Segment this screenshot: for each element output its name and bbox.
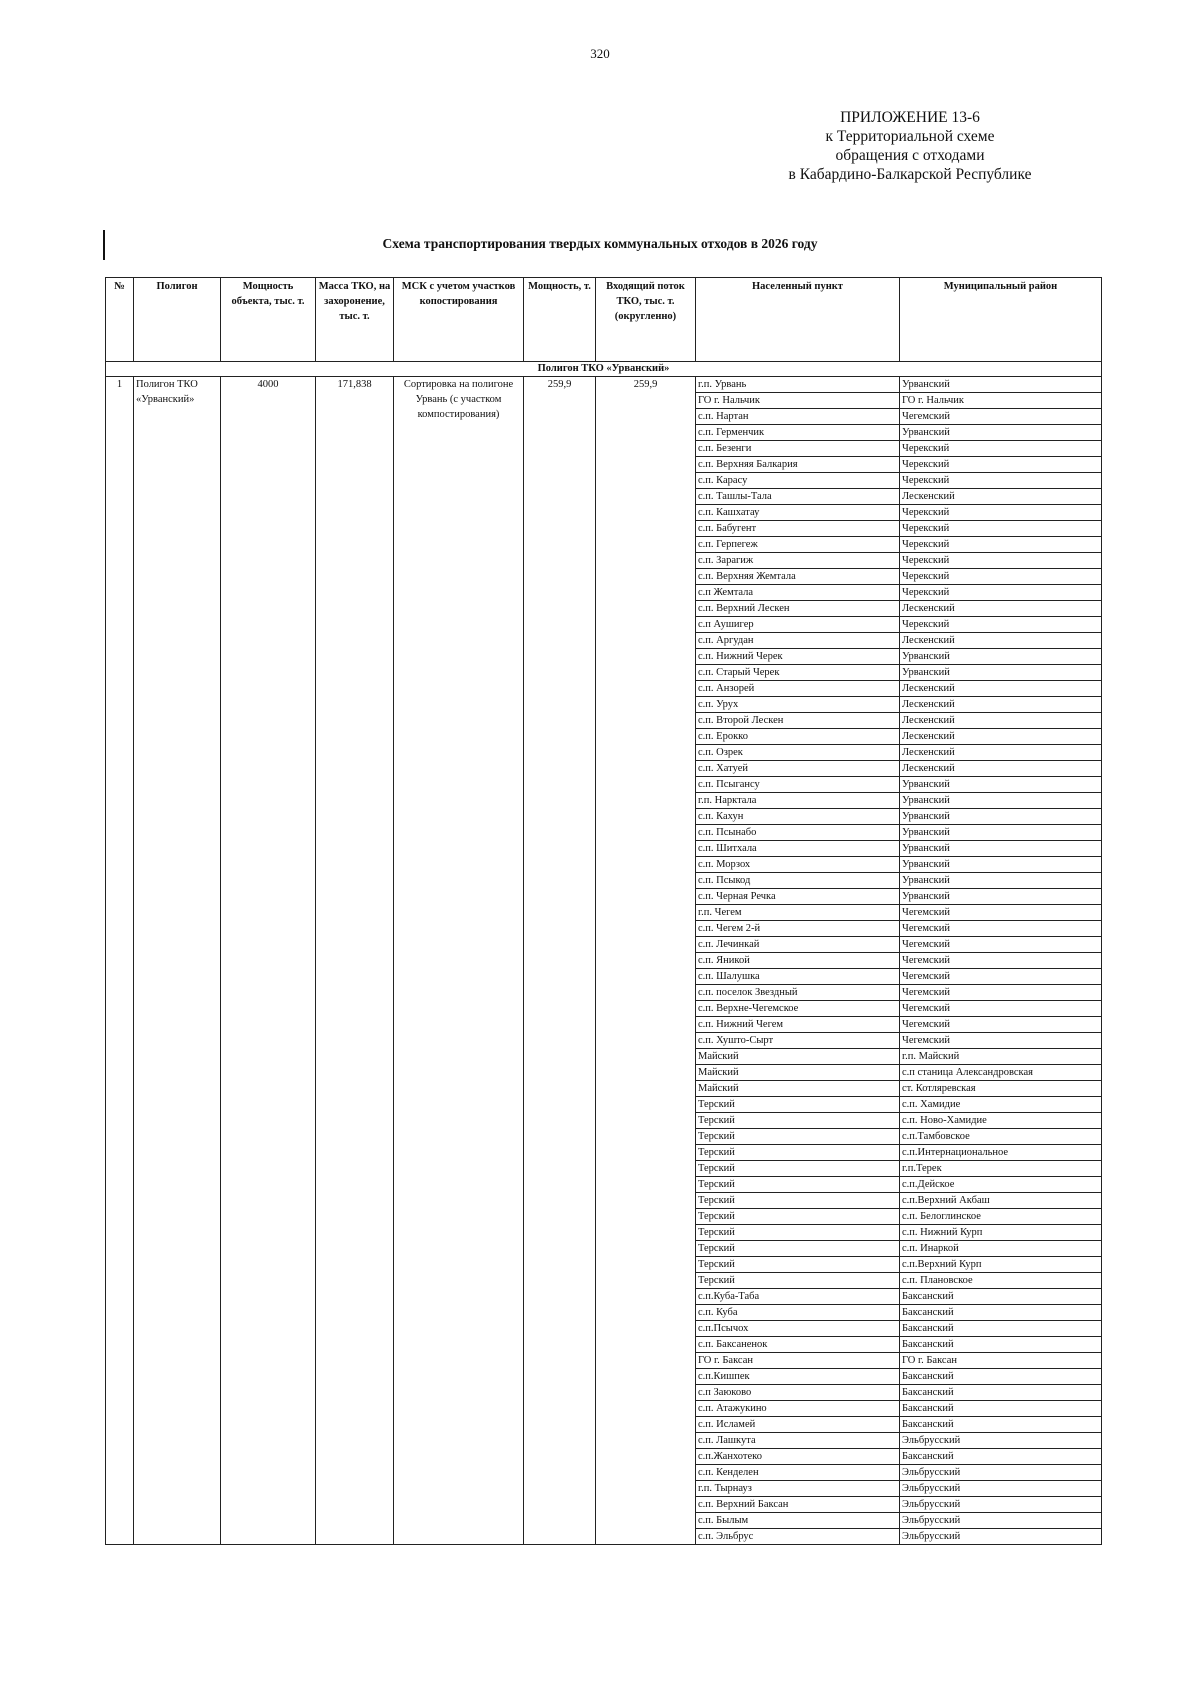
facility-name: Полигон ТКО «Урванский»	[134, 377, 221, 1545]
settlement-cell: с.п. Кашхатау	[696, 505, 900, 521]
settlement-cell: с.п. Второй Лескен	[696, 713, 900, 729]
district-cell: Черекский	[900, 473, 1102, 489]
settlement-cell: Майский	[696, 1049, 900, 1065]
district-cell: Чегемский	[900, 953, 1102, 969]
district-cell: Эльбрусский	[900, 1433, 1102, 1449]
col-mass: Масса ТКО, на захоронение, тыс. т.	[316, 278, 394, 362]
col-num: №	[106, 278, 134, 362]
district-cell: с.п. Нижний Курп	[900, 1225, 1102, 1241]
district-cell: Чегемский	[900, 1001, 1102, 1017]
settlement-cell: с.п. Шалушка	[696, 969, 900, 985]
district-cell: с.п. Инаркой	[900, 1241, 1102, 1257]
district-cell: Баксанский	[900, 1449, 1102, 1465]
district-cell: Урванский	[900, 377, 1102, 393]
district-cell: с.п. Белоглинское	[900, 1209, 1102, 1225]
table-header-row	[106, 278, 1102, 362]
settlement-cell: с.п. Верхний Лескен	[696, 601, 900, 617]
settlement-cell: Терский	[696, 1241, 900, 1257]
settlement-cell: с.п. Аргудан	[696, 633, 900, 649]
appendix-header	[740, 108, 1080, 184]
district-cell: Лескенский	[900, 633, 1102, 649]
district-cell: с.п.Интернациональное	[900, 1145, 1102, 1161]
col-district: Муниципальный район	[900, 278, 1102, 362]
district-cell: Лескенский	[900, 761, 1102, 777]
district-cell: Чегемский	[900, 985, 1102, 1001]
appendix-line-2: к Территориальной схеме	[825, 128, 995, 145]
settlement-cell: с.п. Хушто-Сырт	[696, 1033, 900, 1049]
district-cell: Урванский	[900, 825, 1102, 841]
settlement-cell: г.п. Урвань	[696, 377, 900, 393]
district-cell: Баксанский	[900, 1369, 1102, 1385]
settlement-cell: с.п. Черная Речка	[696, 889, 900, 905]
district-cell: с.п.Тамбовское	[900, 1129, 1102, 1145]
settlement-cell: с.п. Нижний Черек	[696, 649, 900, 665]
district-cell: Лескенский	[900, 713, 1102, 729]
settlement-cell: с.п. Исламей	[696, 1417, 900, 1433]
district-cell: Черекский	[900, 569, 1102, 585]
settlement-cell: Терский	[696, 1209, 900, 1225]
settlement-cell: с.п. Верхняя Балкария	[696, 457, 900, 473]
district-cell: Чегемский	[900, 937, 1102, 953]
district-cell: Урванский	[900, 841, 1102, 857]
district-cell: Урванский	[900, 889, 1102, 905]
settlement-cell: Терский	[696, 1161, 900, 1177]
settlement-cell: с.п. Баксаненок	[696, 1337, 900, 1353]
district-cell: Лескенский	[900, 489, 1102, 505]
settlement-cell: с.п Заюково	[696, 1385, 900, 1401]
district-cell: с.п станица Александровская	[900, 1065, 1102, 1081]
settlement-cell: с.п. Нижний Чегем	[696, 1017, 900, 1033]
district-cell: Баксанский	[900, 1385, 1102, 1401]
district-cell: Урванский	[900, 425, 1102, 441]
appendix-line-4: в Кабардино-Балкарской Республике	[788, 166, 1032, 183]
district-cell: Эльбрусский	[900, 1481, 1102, 1497]
settlement-cell: с.п. Нартан	[696, 409, 900, 425]
facility-msk: Сортировка на полигоне Урвань (с участком компостирования)	[394, 377, 524, 1545]
district-cell: Черекский	[900, 553, 1102, 569]
settlement-cell: с.п. Кахун	[696, 809, 900, 825]
settlement-cell: Терский	[696, 1225, 900, 1241]
district-cell: Лескенский	[900, 745, 1102, 761]
district-cell: с.п. Ново-Хамидие	[900, 1113, 1102, 1129]
facility-power: 259,9	[524, 377, 596, 1545]
settlement-cell: Терский	[696, 1177, 900, 1193]
facility-incoming: 259,9	[596, 377, 696, 1545]
settlement-cell: с.п. Безенги	[696, 441, 900, 457]
settlement-cell: с.п. Верхняя Жемтала	[696, 569, 900, 585]
district-cell: Черекский	[900, 505, 1102, 521]
settlement-cell: с.п. Чегем 2-й	[696, 921, 900, 937]
settlement-cell: г.п. Нарктала	[696, 793, 900, 809]
settlement-cell: с.п. Былым	[696, 1513, 900, 1529]
col-settlement: Населенный пункт	[696, 278, 900, 362]
settlement-cell: Терский	[696, 1129, 900, 1145]
settlement-cell: Терский	[696, 1097, 900, 1113]
settlement-cell: с.п Жемтала	[696, 585, 900, 601]
settlement-cell: с.п Аушигер	[696, 617, 900, 633]
col-polygon: Полигон	[134, 278, 221, 362]
settlement-cell: с.п. Карасу	[696, 473, 900, 489]
district-cell: Эльбрусский	[900, 1465, 1102, 1481]
settlement-cell: с.п. Озрек	[696, 745, 900, 761]
settlement-cell: с.п. Бабугент	[696, 521, 900, 537]
settlement-cell: с.п. Зарагиж	[696, 553, 900, 569]
settlement-cell: Майский	[696, 1065, 900, 1081]
col-incoming: Входящий поток ТКО, тыс. т. (округленно)	[596, 278, 696, 362]
settlement-cell: с.п.Псычох	[696, 1321, 900, 1337]
settlement-cell: с.п. Псыкод	[696, 873, 900, 889]
settlement-cell: с.п. Ташлы-Тала	[696, 489, 900, 505]
settlement-cell: с.п. Лашкута	[696, 1433, 900, 1449]
district-cell: Урванский	[900, 793, 1102, 809]
settlement-cell: с.п. Герменчик	[696, 425, 900, 441]
district-cell: Эльбрусский	[900, 1529, 1102, 1545]
document-title: Схема транспортирования твердых коммунальных отходов в 2026 году	[382, 236, 818, 251]
settlement-cell: с.п. Псынабо	[696, 825, 900, 841]
settlement-cell: Терский	[696, 1273, 900, 1289]
district-cell: Чегемский	[900, 905, 1102, 921]
district-cell: Чегемский	[900, 1033, 1102, 1049]
district-cell: Лескенский	[900, 681, 1102, 697]
settlement-cell: с.п. Кенделен	[696, 1465, 900, 1481]
settlement-cell: с.п.Кишпек	[696, 1369, 900, 1385]
table-row	[106, 377, 1102, 393]
settlement-cell: Майский	[696, 1081, 900, 1097]
district-cell: Лескенский	[900, 697, 1102, 713]
settlement-cell: с.п. поселок Звездный	[696, 985, 900, 1001]
settlement-cell: ГО г. Нальчик	[696, 393, 900, 409]
col-msk: МСК с учетом участков копостирования	[394, 278, 524, 362]
district-cell: Черекский	[900, 441, 1102, 457]
settlement-cell: Терский	[696, 1145, 900, 1161]
district-cell: Лескенский	[900, 601, 1102, 617]
settlement-cell: с.п. Морзох	[696, 857, 900, 873]
district-cell: Урванский	[900, 665, 1102, 681]
district-cell: с.п.Верхний Акбаш	[900, 1193, 1102, 1209]
page-number: 320	[590, 46, 610, 61]
settlement-cell: с.п. Анзорей	[696, 681, 900, 697]
district-cell: ГО г. Баксан	[900, 1353, 1102, 1369]
district-cell: с.п.Дейское	[900, 1177, 1102, 1193]
district-cell: Черекский	[900, 521, 1102, 537]
settlement-cell: с.п. Атажукино	[696, 1401, 900, 1417]
district-cell: Баксанский	[900, 1337, 1102, 1353]
district-cell: г.п.Терек	[900, 1161, 1102, 1177]
settlement-cell: с.п. Яникой	[696, 953, 900, 969]
district-cell: Урванский	[900, 873, 1102, 889]
district-cell: Чегемский	[900, 969, 1102, 985]
settlement-cell: Терский	[696, 1193, 900, 1209]
settlement-cell: с.п.Жанхотеко	[696, 1449, 900, 1465]
district-cell: Лескенский	[900, 729, 1102, 745]
district-cell: Урванский	[900, 649, 1102, 665]
district-cell: ст. Котляревская	[900, 1081, 1102, 1097]
district-cell: Чегемский	[900, 1017, 1102, 1033]
district-cell: с.п.Верхний Курп	[900, 1257, 1102, 1273]
district-cell: ГО г. Нальчик	[900, 393, 1102, 409]
settlement-cell: с.п. Шитхала	[696, 841, 900, 857]
facility-num: 1	[106, 377, 134, 1545]
district-cell: Урванский	[900, 857, 1102, 873]
district-cell: Баксанский	[900, 1305, 1102, 1321]
settlement-cell: с.п. Урух	[696, 697, 900, 713]
district-cell: Эльбрусский	[900, 1513, 1102, 1529]
district-cell: Чегемский	[900, 409, 1102, 425]
district-cell: Урванский	[900, 777, 1102, 793]
district-cell: с.п. Хамидие	[900, 1097, 1102, 1113]
transport-table	[105, 277, 1102, 1545]
district-cell: Урванский	[900, 809, 1102, 825]
district-cell: Баксанский	[900, 1401, 1102, 1417]
settlement-cell: с.п. Хатуей	[696, 761, 900, 777]
section-title: Полигон ТКО «Урванский»	[106, 362, 1102, 377]
settlement-cell: с.п. Герпегеж	[696, 537, 900, 553]
settlement-cell: г.п. Чегем	[696, 905, 900, 921]
settlement-cell: с.п. Ерокко	[696, 729, 900, 745]
settlement-cell: Терский	[696, 1113, 900, 1129]
settlement-cell: г.п. Тырнауз	[696, 1481, 900, 1497]
district-cell: с.п. Плановское	[900, 1273, 1102, 1289]
col-power: Мощность, т.	[524, 278, 596, 362]
district-cell: Чегемский	[900, 921, 1102, 937]
district-cell: Черекский	[900, 617, 1102, 633]
settlement-cell: с.п. Верхний Баксан	[696, 1497, 900, 1513]
district-cell: Баксанский	[900, 1321, 1102, 1337]
settlement-cell: Терский	[696, 1257, 900, 1273]
district-cell: Черекский	[900, 537, 1102, 553]
district-cell: Черекский	[900, 457, 1102, 473]
district-cell: Баксанский	[900, 1289, 1102, 1305]
settlement-cell: с.п. Старый Черек	[696, 665, 900, 681]
district-cell: г.п. Майский	[900, 1049, 1102, 1065]
settlement-cell: с.п. Верхне-Чегемское	[696, 1001, 900, 1017]
settlement-cell: ГО г. Баксан	[696, 1353, 900, 1369]
appendix-line-3: обращения с отходами	[835, 147, 985, 164]
settlement-cell: с.п. Куба	[696, 1305, 900, 1321]
settlement-cell: с.п. Лечинкай	[696, 937, 900, 953]
settlement-cell: с.п.Куба-Таба	[696, 1289, 900, 1305]
district-cell: Черекский	[900, 585, 1102, 601]
district-cell: Баксанский	[900, 1417, 1102, 1433]
col-capacity: Мощность объекта, тыс. т.	[221, 278, 316, 362]
appendix-line-1: ПРИЛОЖЕНИЕ 13-6	[840, 109, 980, 126]
district-cell: Эльбрусский	[900, 1497, 1102, 1513]
section-row	[106, 362, 1102, 377]
facility-mass: 171,838	[316, 377, 394, 1545]
settlement-cell: с.п. Эльбрус	[696, 1529, 900, 1545]
settlement-cell: с.п. Псыгансу	[696, 777, 900, 793]
facility-capacity: 4000	[221, 377, 316, 1545]
